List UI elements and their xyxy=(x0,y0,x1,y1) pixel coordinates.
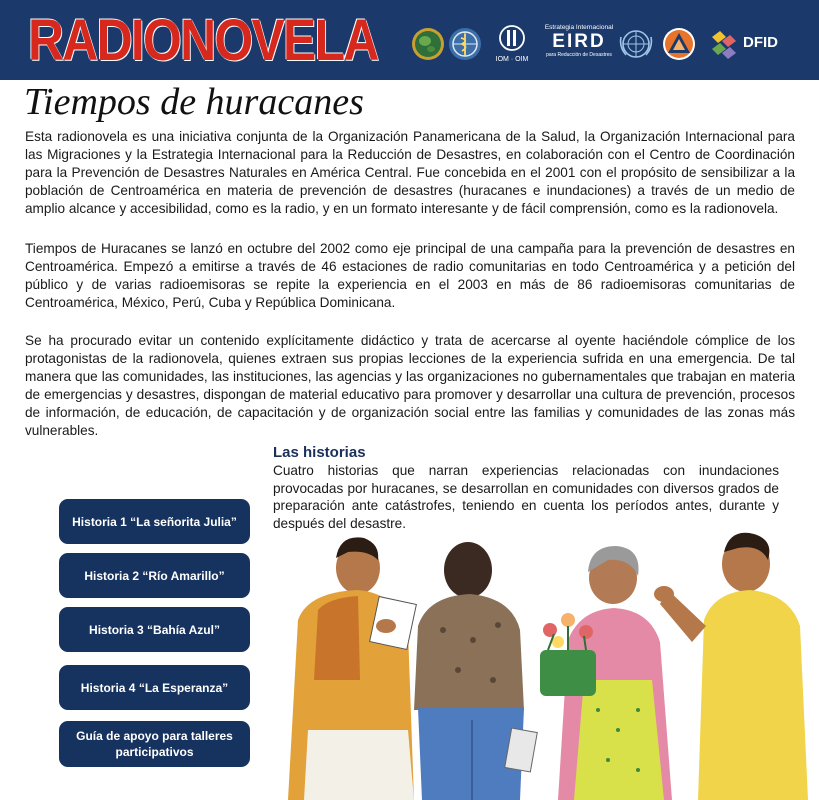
header-banner xyxy=(0,0,819,80)
launch-paragraph: Tiempos de Huracanes se lanzó en octubre del 2002 como eje principal de una campaña para la prevención de desastres en Centroamérica. Empezó a emitirse a través de 46 estaciones de radio comunitarias en todo Centroamérica y a petición del público y de varias radioemisoras se repite la experiencia en el 2003 en más de 86 radioemisoras comunitarias de Centroamérica, México, Perú, Cuba y República Dominicana. xyxy=(25,241,795,310)
dfid-label: DFID xyxy=(743,34,778,51)
historia-1-button[interactable]: Historia 1 “La señorita Julia” xyxy=(59,499,250,544)
historia-3-button[interactable]: Historia 3 “Bahía Azul” xyxy=(59,607,250,652)
intro-paragraph: Esta radionovela es una iniciativa conjunta de la Organización Panamericana de la Salud, la Organización Internacional para las Migraciones y la Estrategia Internacional para la Reducción de Desastres, en colaboración con el Centro de Coordinación para la Prevención de Desastres Naturales en América Central. Fue concebida en el 2001 con el propósito de sensibilizar a la población de Centroamérica en materia de prevención de desastres (huracanes e inundaciones) a través de un medio de amplio alcance y accesibilidad, como es la radio, y en un formato interesante y de fácil comprensión, como es la radionovela. xyxy=(25,129,795,216)
cepredenac-triangle-icon xyxy=(661,26,697,62)
historia-2-button[interactable]: Historia 2 “Río Amarillo” xyxy=(59,553,250,598)
approach-paragraph: Se ha procurado evitar un contenido explícitamente didáctico y trata de acercarse al oyente haciéndole cómplice de los protagonistas de la radionovela, quienes extraen sus propias lecciones de la experiencia sufrida en una emergencia. De tal manera que las comunidades, las instituciones, las agencias y las organizaciones no gubernamentales que trabajan en materia de emergencias y desastres, dispongan de material educativo para promover y desarrollar una cultura de prevención, procesos de información, de educación, de capacitación y de organización social entre las familias y comunidades de las zonas más vulnerables. xyxy=(25,333,795,438)
eird-logo: Estrategia Internacional EIRD para Reducción de Desastres xyxy=(544,24,614,58)
guia-apoyo-button[interactable]: Guía de apoyo para talleres participativos xyxy=(59,721,250,767)
man-with-notepad xyxy=(288,537,416,800)
dfid-icon xyxy=(708,27,742,61)
historia-4-button[interactable]: Historia 4 “La Esperanza” xyxy=(59,665,250,710)
man-raising-hand xyxy=(654,533,808,800)
un-emblem-icon xyxy=(618,27,654,61)
historias-heading: Las historias xyxy=(273,444,366,461)
woman-back-view xyxy=(414,542,537,800)
iom-icon xyxy=(494,24,530,64)
who-emblem-icon xyxy=(448,27,482,61)
community-illustration xyxy=(268,530,819,800)
iom-label: IOM · OIM xyxy=(495,56,529,63)
historias-description: Cuatro historias que narran experiencias relacionadas con inundaciones provocadas por huracanes, se desarrollan en comunidades con diversos grados de preparación ante catástrofes, teniendo en cuenta los períodos antes, durante y después del desastre. xyxy=(273,463,779,531)
page-title: Tiempos de huracanes xyxy=(24,81,364,123)
radionovela-logo: RADIONOVELA xyxy=(28,8,378,73)
paho-globe-icon xyxy=(411,27,445,61)
woman-with-flowers xyxy=(540,546,672,800)
